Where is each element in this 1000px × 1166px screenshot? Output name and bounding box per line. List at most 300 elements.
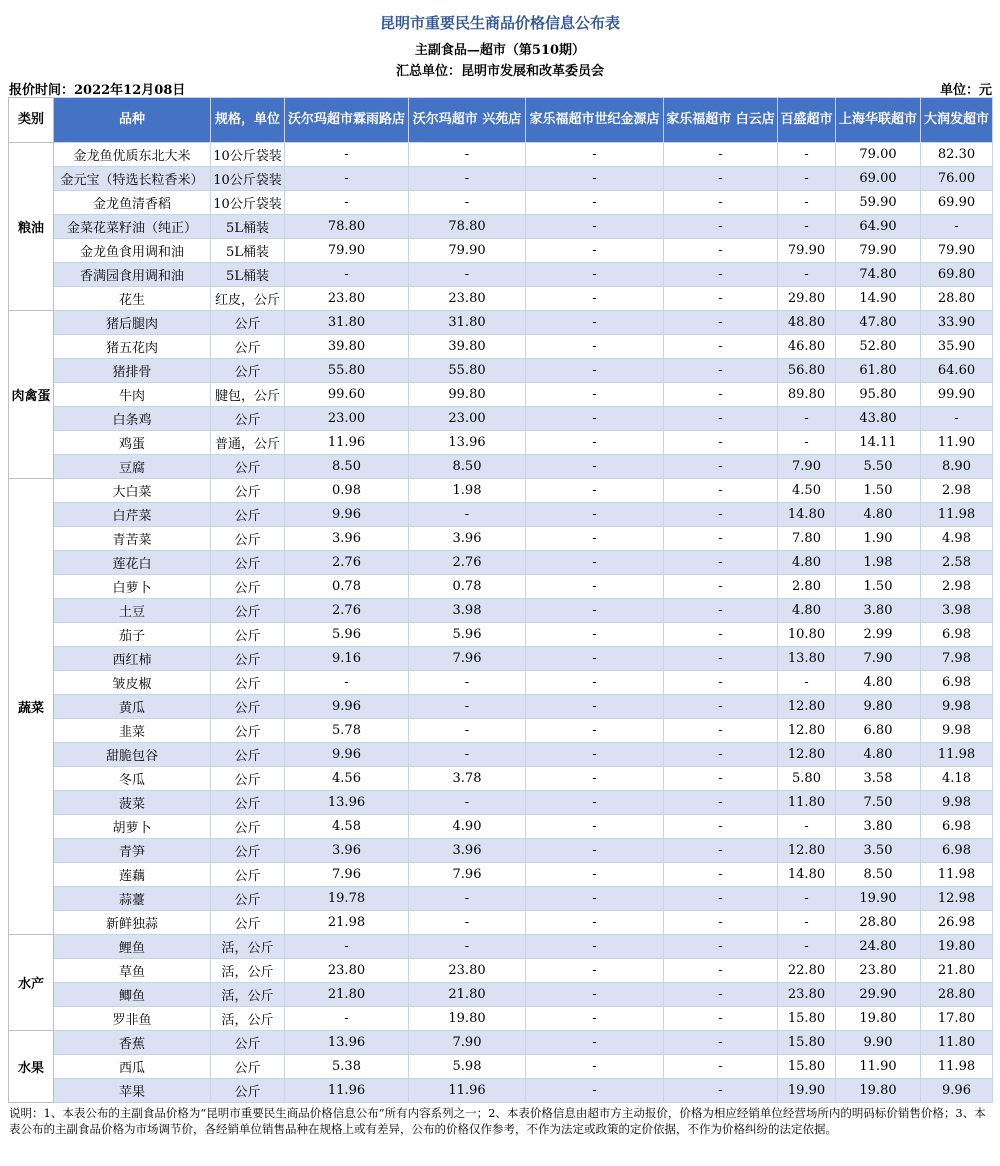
price-cell: - bbox=[285, 1007, 409, 1031]
spec-cell: 10公斤袋装 bbox=[211, 143, 285, 167]
price-cell: 95.80 bbox=[836, 383, 921, 407]
price-cell: - bbox=[409, 935, 526, 959]
price-cell: 1.90 bbox=[836, 527, 921, 551]
price-cell: - bbox=[526, 551, 664, 575]
spec-cell: 公斤 bbox=[211, 671, 285, 695]
page-subtitle: 主副食品—超市（第510期） bbox=[414, 43, 586, 58]
item-name-cell: 莲藕 bbox=[54, 863, 211, 887]
price-cell: 21.80 bbox=[921, 959, 993, 983]
price-cell: - bbox=[526, 767, 664, 791]
spec-cell: 公斤 bbox=[211, 359, 285, 383]
price-cell: 9.16 bbox=[285, 647, 409, 671]
price-cell: 7.96 bbox=[285, 863, 409, 887]
table-row bbox=[9, 623, 993, 647]
price-cell: - bbox=[526, 215, 664, 239]
price-cell: 6.98 bbox=[921, 815, 993, 839]
table-row bbox=[9, 503, 993, 527]
price-cell: - bbox=[285, 191, 409, 215]
price-cell: 0.98 bbox=[285, 479, 409, 503]
spec-cell: 公斤 bbox=[211, 887, 285, 911]
table-row bbox=[9, 863, 993, 887]
table-row bbox=[9, 455, 993, 479]
price-cell: 8.50 bbox=[836, 863, 921, 887]
price-cell: - bbox=[285, 143, 409, 167]
price-cell: 7.90 bbox=[778, 455, 836, 479]
price-cell: 4.18 bbox=[921, 767, 993, 791]
price-cell: 79.00 bbox=[836, 143, 921, 167]
item-name-cell: 菠菜 bbox=[54, 791, 211, 815]
spec-cell: 公斤 bbox=[211, 335, 285, 359]
item-name-cell: 豆腐 bbox=[54, 455, 211, 479]
price-cell: 79.90 bbox=[778, 239, 836, 263]
item-name-cell: 白条鸡 bbox=[54, 407, 211, 431]
price-cell: - bbox=[778, 143, 836, 167]
price-cell: 89.80 bbox=[778, 383, 836, 407]
price-cell: 23.80 bbox=[285, 287, 409, 311]
price-cell: - bbox=[664, 143, 778, 167]
category-cell: 水产 bbox=[9, 935, 54, 1031]
price-cell: 39.80 bbox=[285, 335, 409, 359]
price-cell: 19.80 bbox=[836, 1007, 921, 1031]
spec-cell: 10公斤袋装 bbox=[211, 167, 285, 191]
spec-cell: 5L桶装 bbox=[211, 239, 285, 263]
spec-cell: 公斤 bbox=[211, 311, 285, 335]
price-cell: - bbox=[664, 1079, 778, 1103]
price-cell: 1.98 bbox=[836, 551, 921, 575]
table-row bbox=[9, 767, 993, 791]
item-name-cell: 莲花白 bbox=[54, 551, 211, 575]
price-cell: 4.90 bbox=[409, 815, 526, 839]
price-cell: - bbox=[526, 527, 664, 551]
spec-cell: 公斤 bbox=[211, 911, 285, 935]
price-cell: - bbox=[526, 263, 664, 287]
table-row bbox=[9, 599, 993, 623]
price-cell: 64.60 bbox=[921, 359, 993, 383]
price-cell: 35.90 bbox=[921, 335, 993, 359]
price-cell: 2.76 bbox=[285, 551, 409, 575]
price-table bbox=[8, 97, 993, 1103]
item-name-cell: 金菜花菜籽油（纯正） bbox=[54, 215, 211, 239]
price-cell: 99.90 bbox=[921, 383, 993, 407]
price-cell: 48.80 bbox=[778, 311, 836, 335]
price-cell: 19.80 bbox=[409, 1007, 526, 1031]
price-cell: 8.90 bbox=[921, 455, 993, 479]
price-cell: 9.96 bbox=[285, 503, 409, 527]
price-cell: - bbox=[526, 983, 664, 1007]
column-header: 百盛超市 bbox=[778, 98, 836, 143]
price-cell: 12.98 bbox=[921, 887, 993, 911]
price-cell: - bbox=[664, 983, 778, 1007]
item-name-cell: 苹果 bbox=[54, 1079, 211, 1103]
price-cell: - bbox=[778, 263, 836, 287]
price-cell: 23.80 bbox=[285, 959, 409, 983]
price-cell: 3.98 bbox=[921, 599, 993, 623]
footnote: 说明：1、本表公布的主副食品价格为“昆明市重要民生商品价格信息公布”所有内容系列之一；2、本表价格信息由超市方主动报价，价格为相应经销单位经营场所内的明码标价销售价格；3、本表公布的主副食品价格为市场调节价，各经销单位销售品种在规格上或有差异，公布的价格仅作参考，不作为法定或政策的定价依据，不作为价格纠纷的法定依据。 bbox=[9, 1106, 986, 1136]
price-cell: 23.00 bbox=[409, 407, 526, 431]
price-cell: 15.80 bbox=[778, 1055, 836, 1079]
category-cell: 粮油 bbox=[9, 143, 54, 311]
price-cell: 23.80 bbox=[836, 959, 921, 983]
price-cell: - bbox=[664, 599, 778, 623]
price-cell: - bbox=[285, 671, 409, 695]
price-cell: 1.50 bbox=[836, 479, 921, 503]
price-cell: - bbox=[526, 1079, 664, 1103]
price-cell: - bbox=[526, 1031, 664, 1055]
price-cell: 29.80 bbox=[778, 287, 836, 311]
table-row bbox=[9, 359, 993, 383]
table-row bbox=[9, 383, 993, 407]
column-header: 规格，单位 bbox=[211, 98, 285, 143]
table-row bbox=[9, 983, 993, 1007]
price-cell: - bbox=[664, 863, 778, 887]
price-cell: 13.96 bbox=[409, 431, 526, 455]
price-cell: 28.80 bbox=[836, 911, 921, 935]
table-row bbox=[9, 527, 993, 551]
price-cell: - bbox=[409, 791, 526, 815]
price-cell: - bbox=[526, 815, 664, 839]
price-cell: 29.90 bbox=[836, 983, 921, 1007]
price-cell: 2.76 bbox=[285, 599, 409, 623]
column-header: 大润发超市 bbox=[921, 98, 993, 143]
price-cell: - bbox=[778, 887, 836, 911]
price-cell: - bbox=[526, 743, 664, 767]
item-name-cell: 黄瓜 bbox=[54, 695, 211, 719]
price-cell: - bbox=[664, 551, 778, 575]
price-cell: 12.80 bbox=[778, 695, 836, 719]
price-cell: 28.80 bbox=[921, 287, 993, 311]
item-name-cell: 皱皮椒 bbox=[54, 671, 211, 695]
spec-cell: 公斤 bbox=[211, 479, 285, 503]
table-row bbox=[9, 839, 993, 863]
item-name-cell: 大白菜 bbox=[54, 479, 211, 503]
date-unit-row bbox=[9, 79, 992, 97]
price-cell: - bbox=[526, 407, 664, 431]
price-cell: 0.78 bbox=[409, 575, 526, 599]
table-row bbox=[9, 263, 993, 287]
price-cell: - bbox=[664, 503, 778, 527]
spec-cell: 公斤 bbox=[211, 623, 285, 647]
item-name-cell: 鲫鱼 bbox=[54, 983, 211, 1007]
price-cell: - bbox=[778, 815, 836, 839]
spec-cell: 公斤 bbox=[211, 1079, 285, 1103]
price-cell: - bbox=[664, 743, 778, 767]
price-cell: 11.80 bbox=[921, 1031, 993, 1055]
price-cell: 5.78 bbox=[285, 719, 409, 743]
price-cell: 31.80 bbox=[285, 311, 409, 335]
price-cell: 4.56 bbox=[285, 767, 409, 791]
price-cell: - bbox=[921, 215, 993, 239]
price-cell: 2.98 bbox=[921, 575, 993, 599]
price-cell: 7.80 bbox=[778, 527, 836, 551]
spec-cell: 10公斤袋装 bbox=[211, 191, 285, 215]
price-cell: 46.80 bbox=[778, 335, 836, 359]
price-cell: - bbox=[409, 503, 526, 527]
table-row bbox=[9, 1055, 993, 1079]
price-cell: - bbox=[664, 215, 778, 239]
price-cell: 19.90 bbox=[836, 887, 921, 911]
column-header: 家乐福超市世纪金源店 bbox=[526, 98, 664, 143]
price-cell: 4.80 bbox=[836, 743, 921, 767]
price-cell: 19.78 bbox=[285, 887, 409, 911]
spec-cell: 红皮，公斤 bbox=[211, 287, 285, 311]
price-cell: - bbox=[664, 1031, 778, 1055]
price-cell: 8.50 bbox=[409, 455, 526, 479]
price-cell: 2.80 bbox=[778, 575, 836, 599]
price-cell: - bbox=[664, 575, 778, 599]
price-cell: 3.96 bbox=[285, 527, 409, 551]
price-cell: 9.96 bbox=[921, 1079, 993, 1103]
price-cell: 99.60 bbox=[285, 383, 409, 407]
item-name-cell: 蒜薹 bbox=[54, 887, 211, 911]
price-cell: 3.50 bbox=[836, 839, 921, 863]
price-cell: 4.58 bbox=[285, 815, 409, 839]
price-cell: 15.80 bbox=[778, 1031, 836, 1055]
price-cell: 3.98 bbox=[409, 599, 526, 623]
item-name-cell: 土豆 bbox=[54, 599, 211, 623]
category-cell: 肉禽蛋 bbox=[9, 311, 54, 479]
price-cell: 79.90 bbox=[409, 239, 526, 263]
item-name-cell: 鸡蛋 bbox=[54, 431, 211, 455]
price-cell: 5.50 bbox=[836, 455, 921, 479]
price-cell: 3.96 bbox=[409, 527, 526, 551]
price-cell: - bbox=[409, 887, 526, 911]
price-cell: 2.58 bbox=[921, 551, 993, 575]
price-cell: 14.80 bbox=[778, 503, 836, 527]
table-row bbox=[9, 815, 993, 839]
price-cell: 9.80 bbox=[836, 695, 921, 719]
price-cell: 21.80 bbox=[285, 983, 409, 1007]
price-cell: - bbox=[664, 359, 778, 383]
price-cell: - bbox=[664, 263, 778, 287]
table-row bbox=[9, 431, 993, 455]
price-cell: 3.58 bbox=[836, 767, 921, 791]
price-cell: 13.80 bbox=[778, 647, 836, 671]
price-cell: 9.98 bbox=[921, 695, 993, 719]
price-cell: - bbox=[664, 479, 778, 503]
price-cell: 5.80 bbox=[778, 767, 836, 791]
price-cell: - bbox=[664, 407, 778, 431]
price-cell: - bbox=[409, 143, 526, 167]
price-cell: - bbox=[526, 335, 664, 359]
table-header-row bbox=[9, 98, 993, 143]
price-cell: - bbox=[526, 863, 664, 887]
price-cell: 11.96 bbox=[285, 431, 409, 455]
price-cell: 7.96 bbox=[409, 863, 526, 887]
price-cell: 23.00 bbox=[285, 407, 409, 431]
price-cell: - bbox=[285, 263, 409, 287]
price-cell: - bbox=[664, 839, 778, 863]
price-cell: - bbox=[664, 887, 778, 911]
spec-cell: 5L桶装 bbox=[211, 215, 285, 239]
price-cell: - bbox=[778, 911, 836, 935]
price-cell: 3.80 bbox=[836, 815, 921, 839]
price-cell: 6.98 bbox=[921, 623, 993, 647]
price-cell: - bbox=[526, 383, 664, 407]
table-row bbox=[9, 1007, 993, 1031]
price-cell: - bbox=[409, 719, 526, 743]
price-cell: 7.96 bbox=[409, 647, 526, 671]
price-cell: 7.90 bbox=[836, 647, 921, 671]
price-cell: 12.80 bbox=[778, 743, 836, 767]
price-cell: 28.80 bbox=[921, 983, 993, 1007]
price-cell: 1.50 bbox=[836, 575, 921, 599]
price-cell: 11.90 bbox=[836, 1055, 921, 1079]
price-cell: 47.80 bbox=[836, 311, 921, 335]
price-cell: 78.80 bbox=[409, 215, 526, 239]
table-row bbox=[9, 335, 993, 359]
price-cell: - bbox=[526, 191, 664, 215]
column-header: 沃尔玛超市 兴苑店 bbox=[409, 98, 526, 143]
item-name-cell: 甜脆包谷 bbox=[54, 743, 211, 767]
price-cell: - bbox=[526, 791, 664, 815]
price-cell: 14.80 bbox=[778, 863, 836, 887]
price-cell: 43.80 bbox=[836, 407, 921, 431]
table-row bbox=[9, 791, 993, 815]
price-cell: 23.80 bbox=[409, 287, 526, 311]
spec-cell: 普通，公斤 bbox=[211, 431, 285, 455]
price-cell: - bbox=[526, 839, 664, 863]
spec-cell: 公斤 bbox=[211, 527, 285, 551]
price-cell: 5.38 bbox=[285, 1055, 409, 1079]
table-row bbox=[9, 743, 993, 767]
table-body bbox=[9, 143, 993, 1103]
price-cell: - bbox=[409, 743, 526, 767]
item-name-cell: 韭菜 bbox=[54, 719, 211, 743]
price-cell: - bbox=[526, 695, 664, 719]
price-cell: - bbox=[409, 695, 526, 719]
price-cell: 2.76 bbox=[409, 551, 526, 575]
price-cell: 3.96 bbox=[285, 839, 409, 863]
price-cell: 79.90 bbox=[836, 239, 921, 263]
price-cell: 69.80 bbox=[921, 263, 993, 287]
price-cell: 4.98 bbox=[921, 527, 993, 551]
price-cell: - bbox=[526, 575, 664, 599]
price-cell: 5.98 bbox=[409, 1055, 526, 1079]
price-cell: 19.80 bbox=[921, 935, 993, 959]
price-cell: 69.90 bbox=[921, 191, 993, 215]
price-cell: 79.90 bbox=[921, 239, 993, 263]
table-row bbox=[9, 143, 993, 167]
price-cell: 39.80 bbox=[409, 335, 526, 359]
table-row bbox=[9, 1031, 993, 1055]
category-cell: 水果 bbox=[9, 1031, 54, 1103]
price-cell: 11.80 bbox=[778, 791, 836, 815]
price-cell: - bbox=[664, 287, 778, 311]
price-cell: 64.90 bbox=[836, 215, 921, 239]
price-cell: 24.80 bbox=[836, 935, 921, 959]
table-row bbox=[9, 215, 993, 239]
item-name-cell: 鲤鱼 bbox=[54, 935, 211, 959]
price-cell: - bbox=[664, 791, 778, 815]
item-name-cell: 香蕉 bbox=[54, 1031, 211, 1055]
price-cell: - bbox=[664, 767, 778, 791]
table-row bbox=[9, 647, 993, 671]
price-cell: - bbox=[664, 695, 778, 719]
item-name-cell: 金龙鱼食用调和油 bbox=[54, 239, 211, 263]
price-cell: 14.11 bbox=[836, 431, 921, 455]
price-cell: - bbox=[664, 455, 778, 479]
column-header: 上海华联超市 bbox=[836, 98, 921, 143]
column-header: 品种 bbox=[54, 98, 211, 143]
spec-cell: 公斤 bbox=[211, 719, 285, 743]
price-cell: - bbox=[526, 959, 664, 983]
price-cell: 55.80 bbox=[285, 359, 409, 383]
price-cell: - bbox=[526, 503, 664, 527]
price-cell: - bbox=[526, 431, 664, 455]
spec-cell: 公斤 bbox=[211, 599, 285, 623]
price-cell: 13.96 bbox=[285, 1031, 409, 1055]
price-cell: - bbox=[664, 431, 778, 455]
spec-cell: 公斤 bbox=[211, 551, 285, 575]
price-cell: - bbox=[664, 311, 778, 335]
price-cell: 56.80 bbox=[778, 359, 836, 383]
price-cell: 15.80 bbox=[778, 1007, 836, 1031]
spec-cell: 活，公斤 bbox=[211, 935, 285, 959]
price-cell: - bbox=[409, 671, 526, 695]
table-row bbox=[9, 935, 993, 959]
table-row bbox=[9, 887, 993, 911]
price-cell: - bbox=[664, 1007, 778, 1031]
spec-cell: 公斤 bbox=[211, 863, 285, 887]
price-cell: - bbox=[526, 1007, 664, 1031]
price-cell: - bbox=[285, 935, 409, 959]
price-cell: 11.96 bbox=[285, 1079, 409, 1103]
price-cell: 4.80 bbox=[836, 671, 921, 695]
price-cell: - bbox=[778, 215, 836, 239]
price-cell: 9.90 bbox=[836, 1031, 921, 1055]
spec-cell: 公斤 bbox=[211, 647, 285, 671]
item-name-cell: 猪后腿肉 bbox=[54, 311, 211, 335]
price-cell: - bbox=[921, 407, 993, 431]
price-cell: - bbox=[526, 887, 664, 911]
price-cell: 14.90 bbox=[836, 287, 921, 311]
table-row bbox=[9, 719, 993, 743]
price-cell: 23.80 bbox=[778, 983, 836, 1007]
price-cell: 9.98 bbox=[921, 791, 993, 815]
price-cell: - bbox=[664, 383, 778, 407]
price-cell: 31.80 bbox=[409, 311, 526, 335]
price-cell: - bbox=[778, 431, 836, 455]
price-cell: 1.98 bbox=[409, 479, 526, 503]
price-cell: - bbox=[664, 815, 778, 839]
table-row bbox=[9, 287, 993, 311]
table-row bbox=[9, 959, 993, 983]
table-row bbox=[9, 671, 993, 695]
price-cell: 82.30 bbox=[921, 143, 993, 167]
price-cell: 4.80 bbox=[778, 551, 836, 575]
price-cell: - bbox=[409, 167, 526, 191]
price-cell: - bbox=[526, 599, 664, 623]
price-cell: 4.80 bbox=[778, 599, 836, 623]
table-row bbox=[9, 239, 993, 263]
price-cell: 33.90 bbox=[921, 311, 993, 335]
price-cell: 3.80 bbox=[836, 599, 921, 623]
item-name-cell: 草鱼 bbox=[54, 959, 211, 983]
price-cell: 11.98 bbox=[921, 1055, 993, 1079]
page-title: 昆明市重要民生商品价格信息公布表 bbox=[379, 14, 620, 32]
price-cell: 10.80 bbox=[778, 623, 836, 647]
price-cell: 11.98 bbox=[921, 743, 993, 767]
price-cell: 2.98 bbox=[921, 479, 993, 503]
price-cell: - bbox=[778, 191, 836, 215]
column-header: 类别 bbox=[9, 98, 54, 143]
item-name-cell: 冬瓜 bbox=[54, 767, 211, 791]
price-cell: - bbox=[409, 191, 526, 215]
price-cell: - bbox=[526, 935, 664, 959]
price-cell: - bbox=[778, 167, 836, 191]
price-cell: 17.80 bbox=[921, 1007, 993, 1031]
price-cell: 0.78 bbox=[285, 575, 409, 599]
